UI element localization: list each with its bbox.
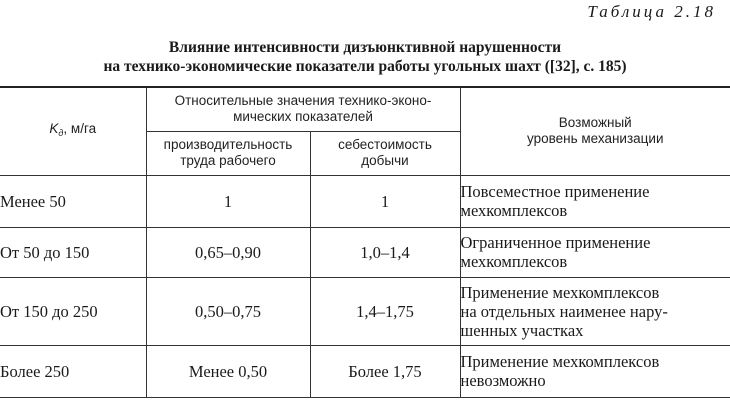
table-title-line-1: Влияние интенсивности дизъюнктивной нарушенности [168, 39, 562, 56]
cell-mechanization: Применение мехкомплексов на отдельных наименее нару- шенных участках [460, 277, 730, 345]
header-kd: $K_д$, м/га [0, 87, 146, 175]
cell-productivity: 1 [146, 175, 310, 227]
header-cost: себестоимость добычи [310, 131, 460, 175]
table-row [0, 277, 730, 345]
cell-mechanization: Применение мехкомплексов невозможно [460, 345, 730, 397]
cell-productivity: 0,65–0,90 [146, 227, 310, 277]
cell-cost: Более 1,75 [310, 345, 460, 397]
cell-productivity: Менее 0,50 [146, 345, 310, 397]
cell-productivity: 0,50–0,75 [146, 277, 310, 345]
cell-kd: От 150 до 250 [0, 277, 146, 345]
cell-mechanization: Ограниченное применение мехкомплексов [460, 227, 730, 277]
cell-kd: Менее 50 [0, 175, 146, 227]
header-mechanization-level: Возможный уровень механизации [460, 87, 730, 175]
cell-kd: Более 250 [0, 345, 146, 397]
table-row [0, 345, 730, 397]
table-row [0, 175, 730, 227]
cell-cost: 1 [310, 175, 460, 227]
cell-cost: 1,4–1,75 [310, 277, 460, 345]
cell-kd: От 50 до 150 [0, 227, 146, 277]
table-title-line-2: на технико-экономические показатели работы угольных шахт ([32], с. 185) [103, 58, 627, 75]
table-row [0, 227, 730, 277]
cell-mechanization: Повсеместное применение мехкомплексов [460, 175, 730, 227]
cell-cost: 1,0–1,4 [310, 227, 460, 277]
header-relative-values: Относительные значения технико-эконо- мических показателей [146, 87, 460, 131]
table-number-label: Таблица 2.18 [587, 2, 716, 21]
data-table [0, 86, 730, 398]
header-productivity: производительность труда рабочего [146, 131, 310, 175]
header-row [0, 87, 730, 131]
